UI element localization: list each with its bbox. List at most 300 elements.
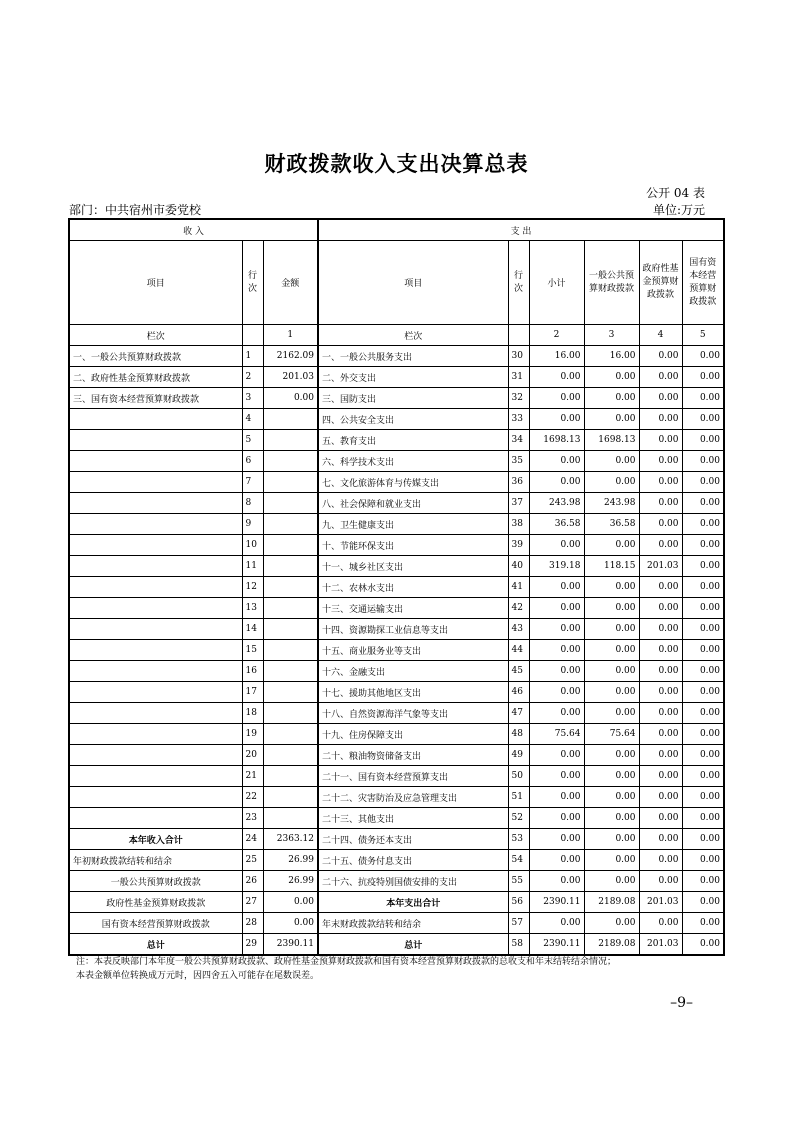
income-item-cell — [69, 409, 242, 430]
expense-row-no-cell: 51 — [508, 787, 529, 808]
table-row — [69, 808, 724, 829]
income-item-cell: 本年收入合计 — [69, 829, 242, 850]
state-capital-cell: 0.00 — [682, 682, 724, 703]
income-item-cell — [69, 787, 242, 808]
income-item-cell: 一、一般公共预算财政拨款 — [69, 346, 242, 367]
column-index: 3 — [584, 325, 639, 346]
income-row-no-cell: 5 — [242, 430, 263, 451]
fund-budget-cell: 0.00 — [639, 787, 682, 808]
subtotal-cell: 0.00 — [529, 913, 584, 934]
income-row-no-cell: 19 — [242, 724, 263, 745]
expense-row-no-cell: 55 — [508, 871, 529, 892]
expense-row-no-cell: 44 — [508, 640, 529, 661]
fund-budget-cell: 0.00 — [639, 703, 682, 724]
budget-table — [68, 218, 725, 956]
state-capital-cell: 0.00 — [682, 724, 724, 745]
subtotal-cell: 2390.11 — [529, 934, 584, 956]
expense-item-cell: 八、社会保障和就业支出 — [318, 493, 508, 514]
fund-budget-cell: 0.00 — [639, 346, 682, 367]
general-budget-cell: 0.00 — [584, 367, 639, 388]
fund-budget-cell: 0.00 — [639, 409, 682, 430]
income-amount-cell — [263, 682, 318, 703]
expense-row-no-cell: 50 — [508, 766, 529, 787]
expense-row-no-cell: 32 — [508, 388, 529, 409]
income-row-no-cell: 12 — [242, 577, 263, 598]
expense-row-no-cell: 46 — [508, 682, 529, 703]
expense-item-cell: 二十三、其他支出 — [318, 808, 508, 829]
income-row-no-cell: 8 — [242, 493, 263, 514]
fund-budget-cell: 201.03 — [639, 556, 682, 577]
general-budget-cell: 2189.08 — [584, 892, 639, 913]
expense-row-no-cell: 43 — [508, 619, 529, 640]
income-row-no-cell: 21 — [242, 766, 263, 787]
table-row — [69, 766, 724, 787]
state-capital-cell: 0.00 — [682, 493, 724, 514]
fund-budget-cell: 0.00 — [639, 514, 682, 535]
income-item-cell — [69, 724, 242, 745]
income-amount-cell: 2363.12 — [263, 829, 318, 850]
expense-item-cell: 十四、资源勘探工业信息等支出 — [318, 619, 508, 640]
income-row-no-cell: 20 — [242, 745, 263, 766]
expense-item-cell: 十、节能环保支出 — [318, 535, 508, 556]
expense-item-cell: 二、外交支出 — [318, 367, 508, 388]
state-capital-cell: 0.00 — [682, 808, 724, 829]
subtotal-cell: 0.00 — [529, 409, 584, 430]
table-row — [69, 367, 724, 388]
income-row-no-cell: 11 — [242, 556, 263, 577]
expense-row-no-cell: 36 — [508, 472, 529, 493]
general-budget-cell: 0.00 — [584, 661, 639, 682]
state-capital-cell: 0.00 — [682, 472, 724, 493]
income-amount-cell: 26.99 — [263, 850, 318, 871]
subtotal-cell: 0.00 — [529, 808, 584, 829]
income-item-cell — [69, 535, 242, 556]
expense-item-cell: 十一、城乡社区支出 — [318, 556, 508, 577]
column-index: 2 — [529, 325, 584, 346]
subtotal-cell: 243.98 — [529, 493, 584, 514]
page-title: 财政拨款收入支出决算总表 — [264, 151, 529, 176]
expense-row-no-header: 行次 — [508, 241, 529, 325]
income-item-cell — [69, 661, 242, 682]
subtotal-cell: 0.00 — [529, 661, 584, 682]
income-amount-cell — [263, 724, 318, 745]
state-capital-cell: 0.00 — [682, 451, 724, 472]
expense-item-cell: 二十一、国有资本经营预算支出 — [318, 766, 508, 787]
state-capital-cell: 0.00 — [682, 346, 724, 367]
general-budget-cell: 0.00 — [584, 871, 639, 892]
expense-row-no-cell: 49 — [508, 745, 529, 766]
income-item-cell — [69, 766, 242, 787]
subtotal-cell: 0.00 — [529, 787, 584, 808]
footnote-line: 本表金额单位转换成万元时，因四舍五入可能存在尾数误差。 — [76, 971, 320, 981]
fund-budget-cell: 0.00 — [639, 871, 682, 892]
fund-budget-cell: 0.00 — [639, 493, 682, 514]
expense-row-no-cell: 40 — [508, 556, 529, 577]
general-budget-cell: 243.98 — [584, 493, 639, 514]
expense-item-cell: 二十二、灾害防治及应急管理支出 — [318, 787, 508, 808]
income-item-cell: 一般公共预算财政拨款 — [69, 871, 242, 892]
table-row — [69, 640, 724, 661]
income-item-cell — [69, 682, 242, 703]
income-header: 收 入 — [69, 219, 318, 241]
income-amount-cell — [263, 556, 318, 577]
general-budget-cell: 16.00 — [584, 346, 639, 367]
state-capital-cell: 0.00 — [682, 640, 724, 661]
income-row-no-cell: 27 — [242, 892, 263, 913]
state-capital-cell: 0.00 — [682, 367, 724, 388]
table-row — [69, 493, 724, 514]
income-item-cell — [69, 808, 242, 829]
fund-budget-header: 政府性基金预算财政拨款 — [639, 241, 682, 325]
fund-budget-cell: 201.03 — [639, 892, 682, 913]
subtotal-cell: 1698.13 — [529, 430, 584, 451]
form-code: 公开 04 表 — [646, 186, 705, 200]
state-capital-cell: 0.00 — [682, 388, 724, 409]
income-item-cell — [69, 514, 242, 535]
state-capital-cell: 0.00 — [682, 661, 724, 682]
income-item-cell: 总计 — [69, 934, 242, 956]
expense-item-cell: 四、公共安全支出 — [318, 409, 508, 430]
general-budget-cell: 2189.08 — [584, 934, 639, 956]
subtotal-cell: 0.00 — [529, 850, 584, 871]
expense-item-cell: 一、一般公共服务支出 — [318, 346, 508, 367]
income-item-cell — [69, 577, 242, 598]
table-row — [69, 388, 724, 409]
income-row-no-cell: 18 — [242, 703, 263, 724]
income-amount-cell — [263, 472, 318, 493]
income-row-no-header: 行次 — [242, 241, 263, 325]
income-row-no-cell: 1 — [242, 346, 263, 367]
income-amount-cell — [263, 661, 318, 682]
general-budget-cell: 1698.13 — [584, 430, 639, 451]
table-row — [69, 472, 724, 493]
income-row-no-cell: 15 — [242, 640, 263, 661]
income-item-cell: 二、政府性基金预算财政拨款 — [69, 367, 242, 388]
income-amount-cell — [263, 787, 318, 808]
general-budget-cell: 0.00 — [584, 619, 639, 640]
income-item-cell — [69, 472, 242, 493]
general-budget-cell: 0.00 — [584, 787, 639, 808]
subtotal-cell: 0.00 — [529, 640, 584, 661]
income-row-no-cell: 7 — [242, 472, 263, 493]
expense-row-no-cell: 48 — [508, 724, 529, 745]
fund-budget-cell: 0.00 — [639, 430, 682, 451]
state-capital-cell: 0.00 — [682, 934, 724, 956]
general-budget-cell: 0.00 — [584, 598, 639, 619]
income-item-cell — [69, 703, 242, 724]
table-row — [69, 619, 724, 640]
subtotal-cell: 0.00 — [529, 535, 584, 556]
income-amount-cell — [263, 598, 318, 619]
expense-item-cell: 六、科学技术支出 — [318, 451, 508, 472]
subtotal-cell: 0.00 — [529, 367, 584, 388]
expense-item-cell: 二十四、债务还本支出 — [318, 829, 508, 850]
fund-budget-cell: 0.00 — [639, 661, 682, 682]
column-index-row — [69, 325, 724, 346]
income-row-no-cell: 25 — [242, 850, 263, 871]
expense-row-no-cell: 38 — [508, 514, 529, 535]
fund-budget-cell: 0.00 — [639, 451, 682, 472]
income-amount-cell — [263, 430, 318, 451]
expense-item-cell: 年末财政拨款结转和结余 — [318, 913, 508, 934]
column-index-blank — [508, 325, 529, 346]
income-amount-cell — [263, 766, 318, 787]
income-amount-cell: 2162.09 — [263, 346, 318, 367]
expense-row-no-cell: 31 — [508, 367, 529, 388]
general-budget-cell: 36.58 — [584, 514, 639, 535]
general-budget-cell: 0.00 — [584, 766, 639, 787]
table-row — [69, 829, 724, 850]
table-row — [69, 514, 724, 535]
general-budget-cell: 0.00 — [584, 409, 639, 430]
table-row — [69, 430, 724, 451]
subtotal-header: 小计 — [529, 241, 584, 325]
expense-row-no-cell: 30 — [508, 346, 529, 367]
expense-item-cell: 十七、援助其他地区支出 — [318, 682, 508, 703]
income-amount-cell: 201.03 — [263, 367, 318, 388]
fund-budget-cell: 0.00 — [639, 913, 682, 934]
income-amount-cell: 26.99 — [263, 871, 318, 892]
state-capital-cell: 0.00 — [682, 409, 724, 430]
state-capital-cell: 0.00 — [682, 829, 724, 850]
column-index: 5 — [682, 325, 724, 346]
income-amount-cell — [263, 535, 318, 556]
subtotal-cell: 0.00 — [529, 451, 584, 472]
income-amount-cell: 2390.11 — [263, 934, 318, 956]
column-index-label: 栏次 — [318, 325, 508, 346]
income-item-cell — [69, 619, 242, 640]
general-budget-cell: 0.00 — [584, 850, 639, 871]
income-item-cell: 年初财政拨款结转和结余 — [69, 850, 242, 871]
expense-row-no-cell: 52 — [508, 808, 529, 829]
expense-row-no-cell: 47 — [508, 703, 529, 724]
income-amount-cell — [263, 808, 318, 829]
income-amount-cell: 0.00 — [263, 892, 318, 913]
income-item-cell: 国有资本经营预算财政拨款 — [69, 913, 242, 934]
unit-label: 单位:万元 — [652, 203, 705, 217]
subtotal-cell: 0.00 — [529, 766, 584, 787]
expense-row-no-cell: 54 — [508, 850, 529, 871]
general-budget-cell: 0.00 — [584, 472, 639, 493]
state-capital-cell: 0.00 — [682, 703, 724, 724]
income-row-no-cell: 6 — [242, 451, 263, 472]
income-amount-cell — [263, 703, 318, 724]
expense-row-no-cell: 56 — [508, 892, 529, 913]
fund-budget-cell: 0.00 — [639, 745, 682, 766]
income-amount-cell — [263, 745, 318, 766]
income-row-no-cell: 22 — [242, 787, 263, 808]
income-row-no-cell: 10 — [242, 535, 263, 556]
fund-budget-cell: 0.00 — [639, 535, 682, 556]
subtotal-cell: 0.00 — [529, 745, 584, 766]
expense-item-cell: 九、卫生健康支出 — [318, 514, 508, 535]
expense-item-cell: 总计 — [318, 934, 508, 956]
income-amount-cell — [263, 577, 318, 598]
state-capital-cell: 0.00 — [682, 850, 724, 871]
expense-item-cell: 十六、金融支出 — [318, 661, 508, 682]
expense-item-header: 项目 — [318, 241, 508, 325]
expense-item-cell: 二十、粮油物资储备支出 — [318, 745, 508, 766]
income-row-no-cell: 4 — [242, 409, 263, 430]
table-row — [69, 535, 724, 556]
income-amount-cell — [263, 409, 318, 430]
subtotal-cell: 75.64 — [529, 724, 584, 745]
state-capital-header: 国有资本经营预算财政拨款 — [682, 241, 724, 325]
expense-row-no-cell: 45 — [508, 661, 529, 682]
table-row — [69, 787, 724, 808]
expense-row-no-cell: 57 — [508, 913, 529, 934]
general-budget-cell: 0.00 — [584, 745, 639, 766]
state-capital-cell: 0.00 — [682, 787, 724, 808]
income-amount-cell: 0.00 — [263, 913, 318, 934]
fund-budget-cell: 0.00 — [639, 682, 682, 703]
column-index: 1 — [263, 325, 318, 346]
income-row-no-cell: 26 — [242, 871, 263, 892]
expense-row-no-cell: 37 — [508, 493, 529, 514]
expense-item-cell: 十八、自然资源海洋气象等支出 — [318, 703, 508, 724]
income-amount-cell — [263, 451, 318, 472]
fund-budget-cell: 0.00 — [639, 598, 682, 619]
income-item-cell: 三、国有资本经营预算财政拨款 — [69, 388, 242, 409]
general-budget-cell: 118.15 — [584, 556, 639, 577]
income-item-cell — [69, 745, 242, 766]
table-row — [69, 346, 724, 367]
state-capital-cell: 0.00 — [682, 535, 724, 556]
subtotal-cell: 36.58 — [529, 514, 584, 535]
state-capital-cell: 0.00 — [682, 514, 724, 535]
expense-row-no-cell: 39 — [508, 535, 529, 556]
fund-budget-cell: 0.00 — [639, 850, 682, 871]
fund-budget-cell: 0.00 — [639, 472, 682, 493]
general-budget-cell: 0.00 — [584, 640, 639, 661]
table-row — [69, 892, 724, 913]
expense-item-cell: 二十六、抗疫特别国债安排的支出 — [318, 871, 508, 892]
income-row-no-cell: 14 — [242, 619, 263, 640]
fund-budget-cell: 0.00 — [639, 619, 682, 640]
income-row-no-cell: 23 — [242, 808, 263, 829]
expense-item-cell: 十五、商业服务业等支出 — [318, 640, 508, 661]
expense-item-cell: 十二、农林水支出 — [318, 577, 508, 598]
income-amount-cell — [263, 619, 318, 640]
column-index-label: 栏次 — [69, 325, 242, 346]
general-budget-cell: 0.00 — [584, 703, 639, 724]
income-row-no-cell: 17 — [242, 682, 263, 703]
subtotal-cell: 0.00 — [529, 388, 584, 409]
fund-budget-cell: 0.00 — [639, 829, 682, 850]
expense-row-no-cell: 35 — [508, 451, 529, 472]
expense-row-no-cell: 34 — [508, 430, 529, 451]
income-item-cell — [69, 430, 242, 451]
fund-budget-cell: 0.00 — [639, 640, 682, 661]
state-capital-cell: 0.00 — [682, 871, 724, 892]
expense-item-cell: 七、文化旅游体育与传媒支出 — [318, 472, 508, 493]
income-row-no-cell: 2 — [242, 367, 263, 388]
fund-budget-cell: 201.03 — [639, 934, 682, 956]
general-budget-cell: 0.00 — [584, 535, 639, 556]
subtotal-cell: 0.00 — [529, 682, 584, 703]
general-budget-cell: 0.00 — [584, 808, 639, 829]
expense-item-cell: 十九、住房保障支出 — [318, 724, 508, 745]
fund-budget-cell: 0.00 — [639, 577, 682, 598]
income-row-no-cell: 16 — [242, 661, 263, 682]
state-capital-cell: 0.00 — [682, 619, 724, 640]
state-capital-cell: 0.00 — [682, 598, 724, 619]
footnote — [76, 955, 616, 983]
income-amount-cell — [263, 493, 318, 514]
table-row — [69, 556, 724, 577]
table-row — [69, 661, 724, 682]
subtotal-cell: 0.00 — [529, 871, 584, 892]
table-row — [69, 409, 724, 430]
fund-budget-cell: 0.00 — [639, 724, 682, 745]
subtotal-cell: 0.00 — [529, 829, 584, 850]
table-row — [69, 934, 724, 956]
expense-header: 支 出 — [318, 219, 724, 241]
expense-item-cell: 三、国防支出 — [318, 388, 508, 409]
subtotal-cell: 0.00 — [529, 577, 584, 598]
expense-row-no-cell: 53 — [508, 829, 529, 850]
table-row — [69, 871, 724, 892]
expense-row-no-cell: 42 — [508, 598, 529, 619]
income-amount-cell: 0.00 — [263, 388, 318, 409]
general-budget-cell: 0.00 — [584, 577, 639, 598]
income-item-cell — [69, 640, 242, 661]
expense-row-no-cell: 41 — [508, 577, 529, 598]
state-capital-cell: 0.00 — [682, 745, 724, 766]
column-header-row — [69, 241, 724, 325]
column-index-blank — [242, 325, 263, 346]
fund-budget-cell: 0.00 — [639, 808, 682, 829]
table-row — [69, 598, 724, 619]
expense-item-cell: 五、教育支出 — [318, 430, 508, 451]
table-row — [69, 703, 724, 724]
general-budget-cell: 0.00 — [584, 682, 639, 703]
table-row — [69, 745, 724, 766]
subtotal-cell: 2390.11 — [529, 892, 584, 913]
expense-item-cell: 十三、交通运输支出 — [318, 598, 508, 619]
state-capital-cell: 0.00 — [682, 430, 724, 451]
subtotal-cell: 16.00 — [529, 346, 584, 367]
state-capital-cell: 0.00 — [682, 577, 724, 598]
income-amount-cell — [263, 640, 318, 661]
table-row — [69, 577, 724, 598]
income-row-no-cell: 24 — [242, 829, 263, 850]
subtotal-cell: 319.18 — [529, 556, 584, 577]
income-row-no-cell: 9 — [242, 514, 263, 535]
subtotal-cell: 0.00 — [529, 703, 584, 724]
expense-row-no-cell: 58 — [508, 934, 529, 956]
general-budget-cell: 0.00 — [584, 829, 639, 850]
subtotal-cell: 0.00 — [529, 472, 584, 493]
footnote-line: 注：本表反映部门本年度一般公共预算财政拨款、政府性基金预算财政拨款和国有资本经营预算财政拨款的总收支和年末结转结余情况； — [76, 957, 617, 967]
table-row — [69, 682, 724, 703]
income-item-cell: 政府性基金预算财政拨款 — [69, 892, 242, 913]
general-budget-header: 一般公共预算财政拨款 — [584, 241, 639, 325]
section-header-row — [69, 219, 724, 241]
state-capital-cell: 0.00 — [682, 556, 724, 577]
state-capital-cell: 0.00 — [682, 892, 724, 913]
income-row-no-cell: 13 — [242, 598, 263, 619]
column-index: 4 — [639, 325, 682, 346]
state-capital-cell: 0.00 — [682, 766, 724, 787]
income-item-cell — [69, 493, 242, 514]
income-item-header: 项目 — [69, 241, 242, 325]
table-row — [69, 850, 724, 871]
expense-item-cell: 二十五、债务付息支出 — [318, 850, 508, 871]
general-budget-cell: 0.00 — [584, 913, 639, 934]
income-item-cell — [69, 556, 242, 577]
expense-row-no-cell: 33 — [508, 409, 529, 430]
